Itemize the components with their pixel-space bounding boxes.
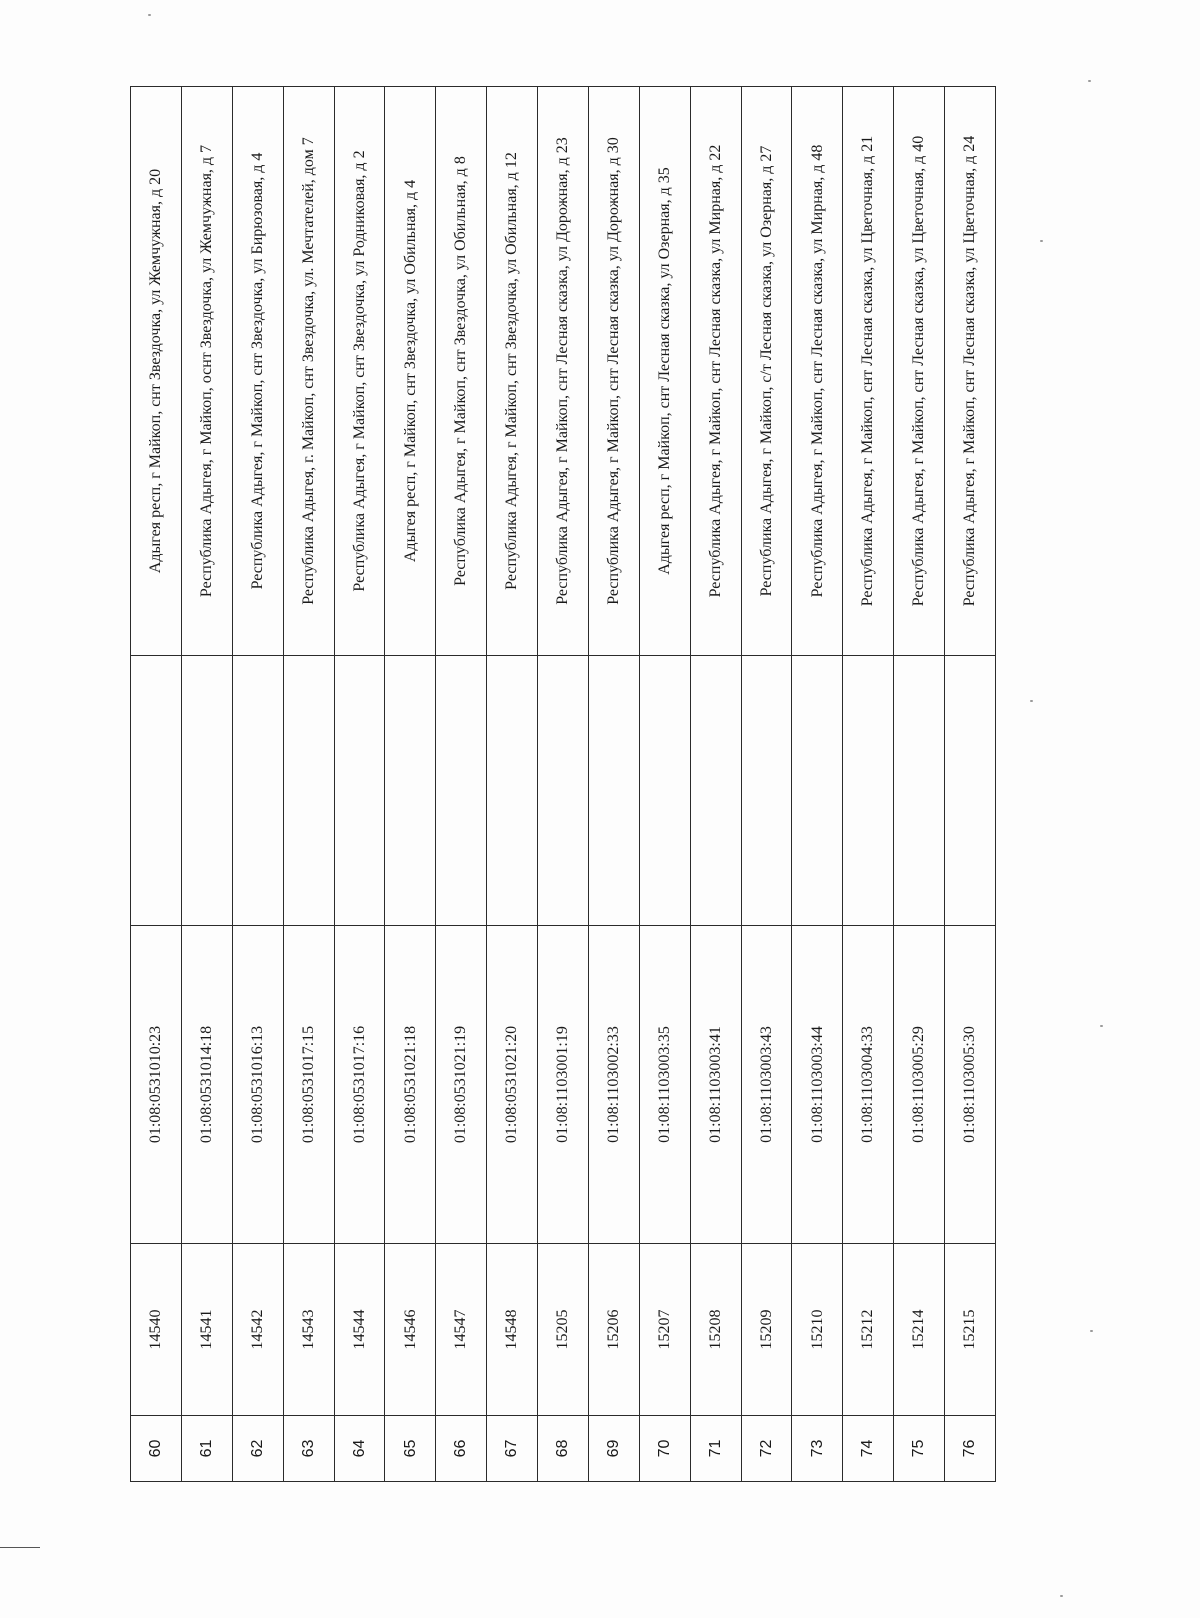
cadastral-number-cell: 01:08:1103003:35: [639, 926, 690, 1244]
empty-cell: [283, 656, 334, 926]
table-row: [690, 87, 741, 1482]
row-number-cell: 76: [945, 1416, 996, 1482]
empty-cell: [894, 656, 945, 926]
row-number-cell: 67: [487, 1416, 538, 1482]
scan-speck: [1040, 240, 1043, 242]
empty-cell: [843, 656, 894, 926]
row-number-cell: 73: [792, 1416, 843, 1482]
scan-speck: [1060, 1595, 1063, 1597]
object-id-cell: 15214: [894, 1244, 945, 1416]
table-row: [843, 87, 894, 1482]
row-number-cell: 71: [690, 1416, 741, 1482]
row-number-cell: 69: [588, 1416, 639, 1482]
object-id-cell: 14541: [181, 1244, 232, 1416]
empty-cell: [181, 656, 232, 926]
object-id-cell: 14547: [436, 1244, 487, 1416]
object-id-cell: 15208: [690, 1244, 741, 1416]
cadastral-number-cell: 01:08:1103003:44: [792, 926, 843, 1244]
empty-cell: [690, 656, 741, 926]
address-cell: Республика Адыгея, г Майкоп, снт Звездочка, ул Обильная, д 12: [487, 87, 538, 656]
address-cell: Республика Адыгея, г Майкоп, снт Лесная сказка, ул Цветочная, д 40: [894, 87, 945, 656]
cadastral-number-cell: 01:08:0531017:15: [283, 926, 334, 1244]
row-number-cell: 72: [741, 1416, 792, 1482]
empty-cell: [385, 656, 436, 926]
empty-cell: [945, 656, 996, 926]
object-id-cell: 15210: [792, 1244, 843, 1416]
row-number-cell: 65: [385, 1416, 436, 1482]
table-row: [385, 87, 436, 1482]
cadastral-number-cell: 01:08:1103001:19: [538, 926, 589, 1244]
row-number-cell: 68: [538, 1416, 589, 1482]
table-row: [741, 87, 792, 1482]
empty-cell: [131, 656, 182, 926]
address-cell: Республика Адыгея, г Майкоп, снт Лесная сказка, ул Дорожная, д 30: [588, 87, 639, 656]
cadastral-number-cell: 01:08:0531021:20: [487, 926, 538, 1244]
table-row: [588, 87, 639, 1482]
cadastral-number-cell: 01:08:1103002:33: [588, 926, 639, 1244]
table-row: [538, 87, 589, 1482]
object-id-cell: 15205: [538, 1244, 589, 1416]
table-row: [487, 87, 538, 1482]
address-cell: Республика Адыгея, г Майкоп, снт Звездочка, ул Бирюзовая, д 4: [232, 87, 283, 656]
scan-speck: [1100, 1025, 1103, 1027]
cadastral-number-cell: 01:08:1103003:41: [690, 926, 741, 1244]
row-number-cell: 63: [283, 1416, 334, 1482]
cadastral-number-cell: 01:08:0531016:13: [232, 926, 283, 1244]
table-row: [131, 87, 182, 1482]
address-cell: Республика Адыгея, г. Майкоп, снт Звездочка, ул. Мечтателей, дом 7: [283, 87, 334, 656]
object-id-cell: 15212: [843, 1244, 894, 1416]
cadastral-number-cell: 01:08:1103005:29: [894, 926, 945, 1244]
row-number-cell: 70: [639, 1416, 690, 1482]
table-body: [131, 87, 996, 1482]
row-number-cell: 75: [894, 1416, 945, 1482]
row-number-cell: 62: [232, 1416, 283, 1482]
scan-speck: [1030, 700, 1033, 702]
row-number-cell: 66: [436, 1416, 487, 1482]
table-row: [894, 87, 945, 1482]
cadastral-number-cell: 01:08:1103004:33: [843, 926, 894, 1244]
object-id-cell: 14540: [131, 1244, 182, 1416]
row-number-cell: 61: [181, 1416, 232, 1482]
table-row: [181, 87, 232, 1482]
table-row: [334, 87, 385, 1482]
scan-speck: [1088, 80, 1091, 82]
address-cell: Республика Адыгея, г Майкоп, снт Лесная сказка, ул Дорожная, д 23: [538, 87, 589, 656]
address-cell: Республика Адыгея, г Майкоп, снт Лесная сказка, ул Цветочная, д 21: [843, 87, 894, 656]
object-id-cell: 15206: [588, 1244, 639, 1416]
address-cell: Республика Адыгея, г Майкоп, оснт Звездочка, ул Жемчужная, д 7: [181, 87, 232, 656]
empty-cell: [487, 656, 538, 926]
cadastral-number-cell: 01:08:1103003:43: [741, 926, 792, 1244]
table-row: [945, 87, 996, 1482]
empty-cell: [436, 656, 487, 926]
address-cell: Адыгея респ, г Майкоп, снт Звездочка, ул Обильная, д 4: [385, 87, 436, 656]
table-row: [792, 87, 843, 1482]
empty-cell: [741, 656, 792, 926]
object-id-cell: 14543: [283, 1244, 334, 1416]
address-cell: Республика Адыгея, г Майкоп, с/т Лесная сказка, ул Озерная, д 27: [741, 87, 792, 656]
empty-cell: [538, 656, 589, 926]
object-id-cell: 14548: [487, 1244, 538, 1416]
empty-cell: [232, 656, 283, 926]
land-registry-table: [130, 86, 996, 1482]
address-cell: Адыгея респ, г Майкоп, снт Лесная сказка, ул Озерная, д 35: [639, 87, 690, 656]
object-id-cell: 15207: [639, 1244, 690, 1416]
table-row: [436, 87, 487, 1482]
rotated-table-wrapper: [130, 87, 995, 1482]
row-number-cell: 74: [843, 1416, 894, 1482]
address-cell: Республика Адыгея, г Майкоп, снт Лесная сказка, ул Мирная, д 48: [792, 87, 843, 656]
scan-speck: [1090, 1330, 1093, 1332]
table-row: [283, 87, 334, 1482]
object-id-cell: 15209: [741, 1244, 792, 1416]
cadastral-number-cell: 01:08:0531021:19: [436, 926, 487, 1244]
cadastral-number-cell: 01:08:0531021:18: [385, 926, 436, 1244]
cadastral-number-cell: 01:08:1103005:30: [945, 926, 996, 1244]
address-cell: Республика Адыгея, г Майкоп, снт Звездочка, ул Обильная, д 8: [436, 87, 487, 656]
empty-cell: [792, 656, 843, 926]
object-id-cell: 14542: [232, 1244, 283, 1416]
object-id-cell: 14544: [334, 1244, 385, 1416]
cadastral-number-cell: 01:08:0531014:18: [181, 926, 232, 1244]
empty-cell: [639, 656, 690, 926]
object-id-cell: 14546: [385, 1244, 436, 1416]
cadastral-number-cell: 01:08:0531017:16: [334, 926, 385, 1244]
row-number-cell: 60: [131, 1416, 182, 1482]
table-row: [232, 87, 283, 1482]
empty-cell: [334, 656, 385, 926]
cadastral-number-cell: 01:08:0531010:23: [131, 926, 182, 1244]
scan-edge-mark: [0, 1547, 40, 1548]
address-cell: Республика Адыгея, г Майкоп, снт Лесная сказка, ул Мирная, д 22: [690, 87, 741, 656]
address-cell: Республика Адыгея, г Майкоп, снт Лесная сказка, ул Цветочная, д 24: [945, 87, 996, 656]
row-number-cell: 64: [334, 1416, 385, 1482]
empty-cell: [588, 656, 639, 926]
address-cell: Республика Адыгея, г Майкоп, снт Звездочка, ул Родниковая, д 2: [334, 87, 385, 656]
object-id-cell: 15215: [945, 1244, 996, 1416]
scan-speck: [148, 14, 151, 16]
table-row: [639, 87, 690, 1482]
address-cell: Адыгея респ, г Майкоп, снт Звездочка, ул Жемчужная, д 20: [131, 87, 182, 656]
